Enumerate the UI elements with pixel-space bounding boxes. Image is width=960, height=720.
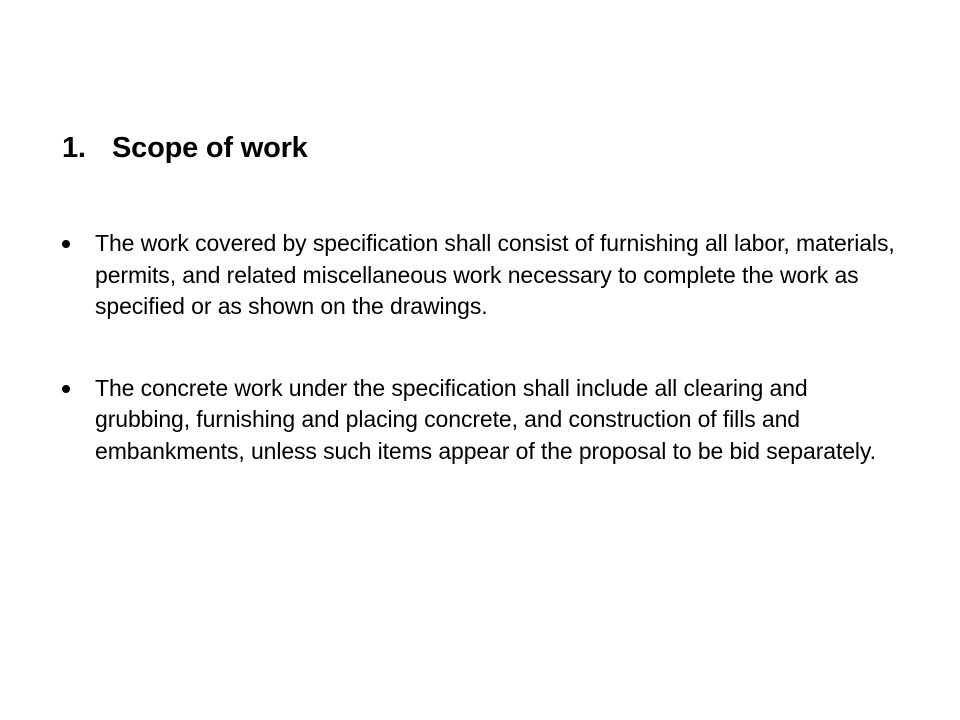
section-heading	[62, 128, 308, 168]
heading-number: 1.	[62, 132, 86, 164]
bullet-item-scope	[62, 228, 902, 323]
bullet-list	[62, 228, 902, 467]
bullet-dot-icon	[62, 240, 70, 248]
heading-text: Scope of work	[112, 132, 308, 164]
bullet-dot-icon	[62, 385, 70, 393]
bullet-text: The concrete work under the specification shall include all clearing and grubbing, furnishing and placing concrete, and construction of fills and embankments, unless such items appear of the proposal to be bid separately.	[95, 374, 876, 464]
bullet-text: The work covered by specification shall consist of furnishing all labor, materials, permits, and related miscellaneous work necessary to complete the work as specified or as shown on the drawings.	[95, 230, 895, 319]
bullet-item-concrete	[62, 373, 902, 468]
